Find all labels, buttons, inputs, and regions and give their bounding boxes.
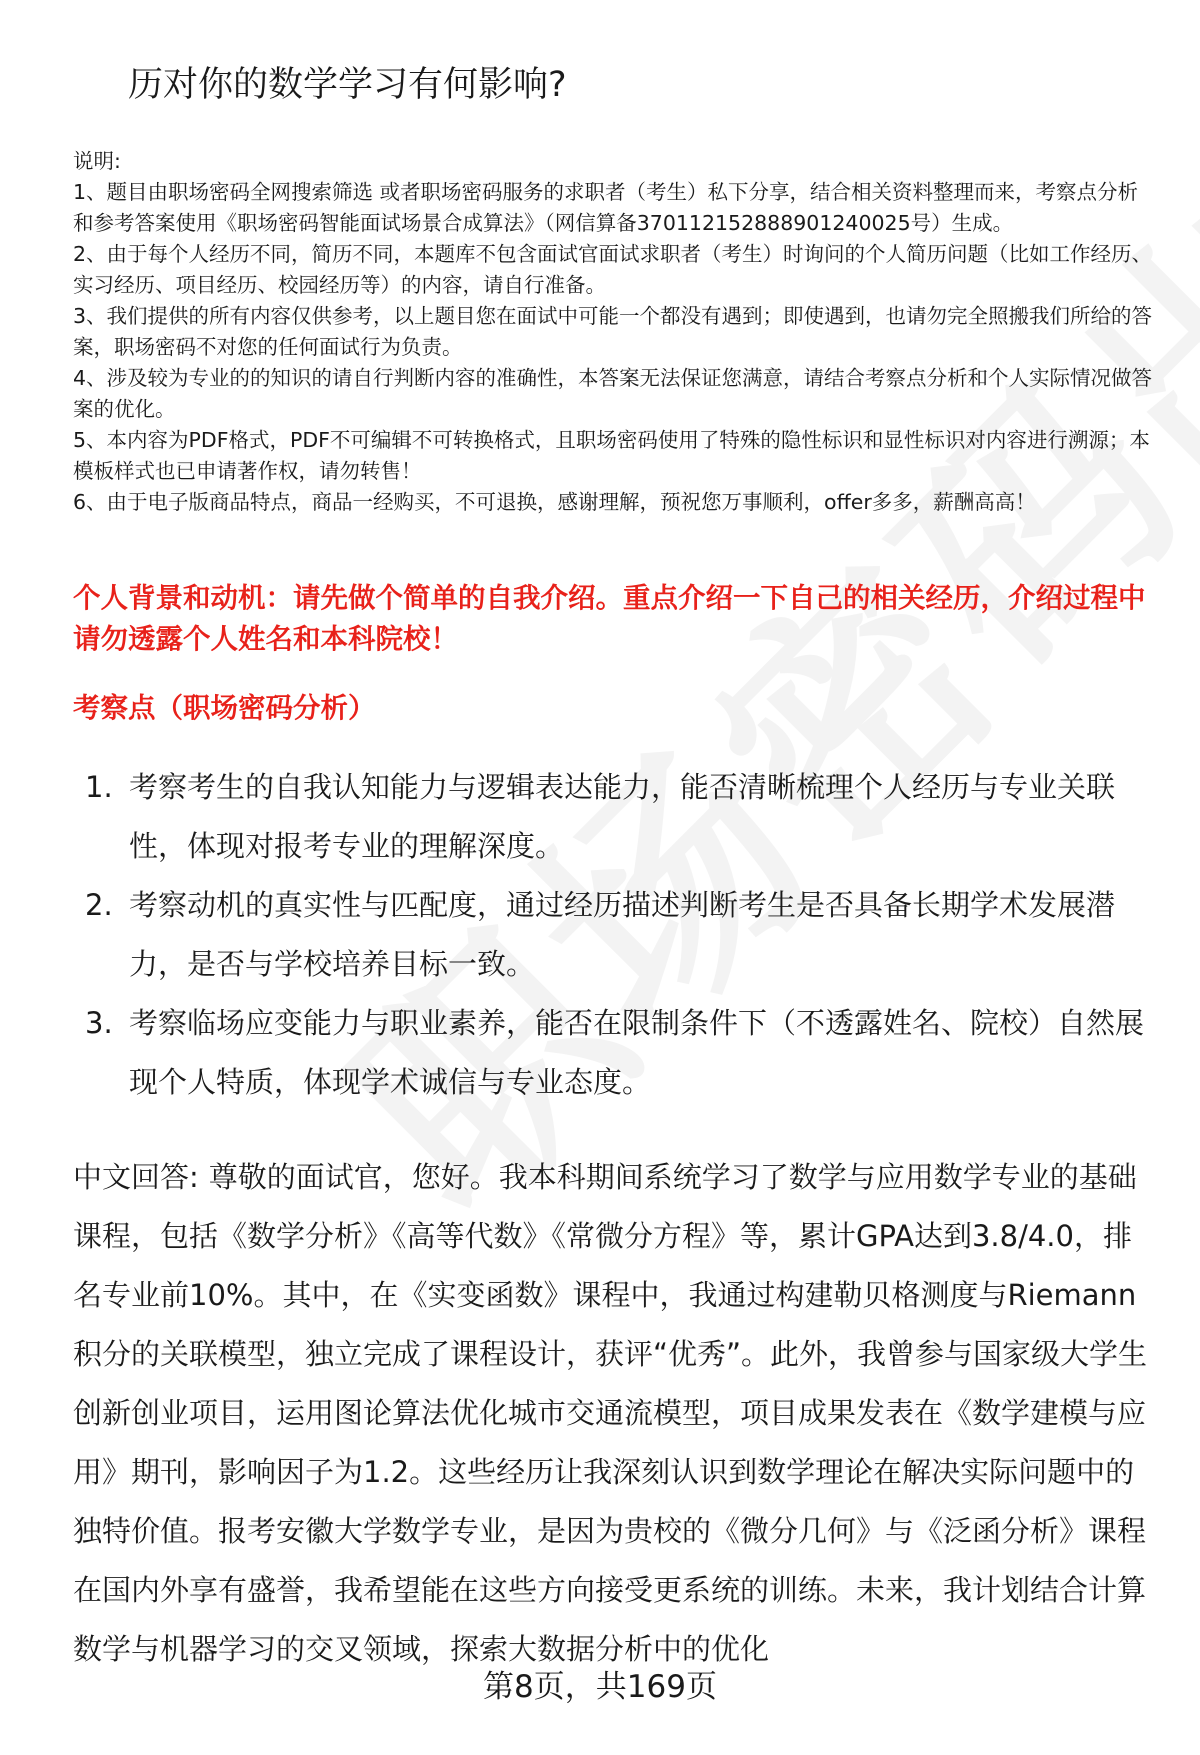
page-number: 第8页，共169页 — [483, 1669, 717, 1705]
analysis-point — [73, 876, 1158, 994]
point-number: 2. — [85, 888, 113, 922]
point-text: 考察动机的真实性与匹配度，通过经历描述判断考生是否具备长期学术发展潜力，是否与学校培养目标一致。 — [129, 888, 1116, 981]
analysis-points-list — [73, 758, 1158, 1112]
analysis-point — [73, 994, 1158, 1112]
notes-item: 4、涉及较为专业的的知识的请自行判断内容的准确性，本答案无法保证您满意，请结合考察点分析和个人实际情况做答案的优化。 — [73, 366, 1153, 421]
point-number: 3. — [85, 1006, 113, 1040]
previous-question-tail: 历对你的数学学习有何影响? — [128, 65, 567, 105]
notes-item: 3、我们提供的所有内容仅供参考，以上题目您在面试中可能一个都没有遇到；即使遇到，也请勿完全照搬我们所给的答案，职场密码不对您的任何面试行为负责。 — [73, 304, 1153, 359]
analysis-heading: 考察点（职场密码分析） — [73, 692, 376, 724]
notes-title: 说明: — [73, 149, 121, 173]
interview-question: 个人背景和动机：请先做个简单的自我介绍。重点介绍一下自己的相关经历，介绍过程中请勿透露个人姓名和本科院校！ — [73, 582, 1146, 655]
notes-item: 5、本内容为PDF格式，PDF不可编辑不可转换格式，且职场密码使用了特殊的隐性标识和显性标识对内容进行溯源；本模板样式也已申请著作权，请勿转售！ — [73, 428, 1150, 483]
answer-section — [73, 1148, 1158, 1679]
notes-section — [73, 146, 1158, 518]
notes-item: 6、由于电子版商品特点，商品一经购买，不可退换，感谢理解，预祝您万事顺利，offer多多，薪酬高高！ — [73, 490, 1036, 514]
answer-text: 尊敬的面试官，您好。我本科期间系统学习了数学与应用数学专业的基础课程，包括《数学分析》《高等代数》《常微分方程》等，累计GPA达到3.8/4.0，排名专业前10%。其中，在《实变函数》课程中，我通过构建勒贝格测度与Riemann积分的关联模型，独立完成了课程设计，获评“优秀”。此外，我曾参与国家级大学生创新创业项目，运用图论算法优化城市交通流模型，项目成果发表在《数学建模与应用》期刊，影响因子为1.2。这些经历让我深刻认识到数学理论在解决实际问题中的独特价值。报考安徽大学数学专业，是因为贵校的《微分几何》与《泛函分析》课程在国内外享有盛誉，我希望能在这些方向接受更系统的训练。未来，我计划结合计算数学与机器学习的交叉领域，探索大数据分析中的优化 — [73, 1160, 1148, 1666]
point-number: 1. — [85, 770, 113, 804]
answer-label: 中文回答: — [73, 1160, 199, 1194]
notes-item: 2、由于每个人经历不同，简历不同，本题库不包含面试官面试求职者（考生）时询问的个人简历问题（比如工作经历、实习经历、项目经历、校园经历等）的内容，请自行准备。 — [73, 242, 1153, 297]
notes-item: 1、题目由职场密码全网搜索筛选 或者职场密码服务的求职者（考生）私下分享，结合相关资料整理而来，考察点分析和参考答案使用《职场密码智能面试场景合成算法》（网信算备370112152888901240025号）生成。 — [73, 180, 1139, 235]
point-text: 考察临场应变能力与职业素养，能否在限制条件下（不透露姓名、院校）自然展现个人特质，体现学术诚信与专业态度。 — [129, 1006, 1145, 1099]
analysis-point — [73, 758, 1158, 876]
point-text: 考察考生的自我认知能力与逻辑表达能力，能否清晰梳理个人经历与专业关联性，体现对报考专业的理解深度。 — [129, 770, 1116, 863]
